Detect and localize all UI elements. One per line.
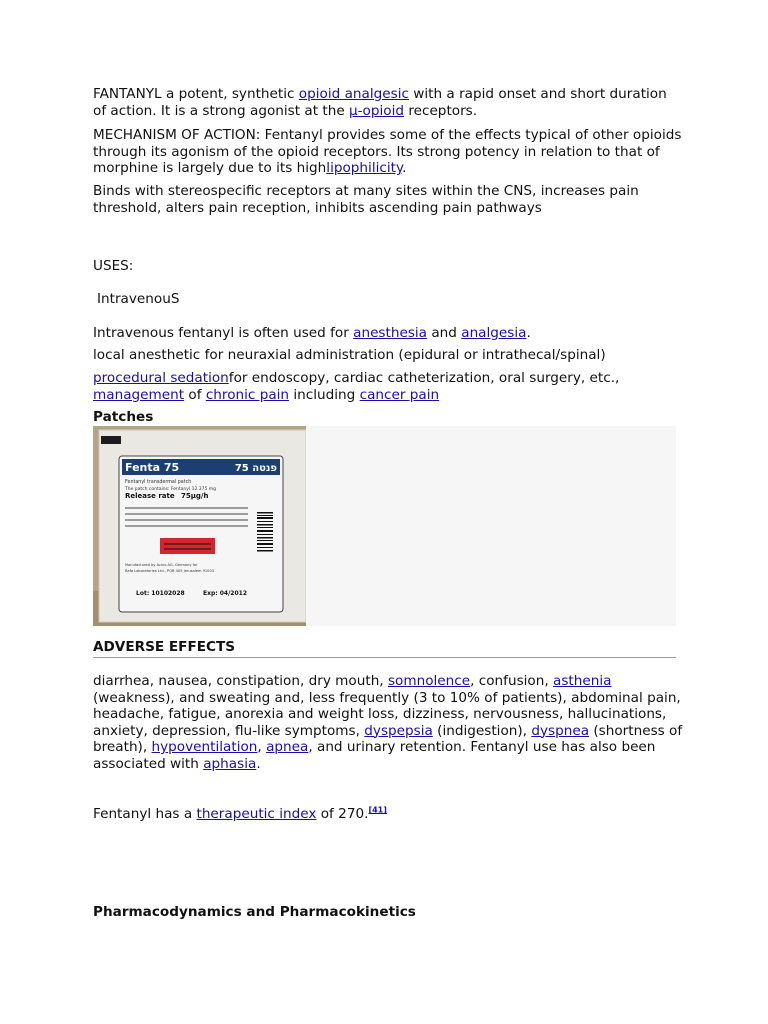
dyspnea-link[interactable]: dyspnea: [531, 722, 590, 739]
intravenous-heading: IntravenouS: [97, 291, 180, 307]
svg-text:Lot: 10102028: Lot: 10102028: [136, 590, 185, 597]
pharmacodynamics-heading: Pharmacodynamics and Pharmacokinetics: [93, 904, 416, 920]
lipophilicity-link[interactable]: lipophilicity: [326, 160, 403, 176]
intro-paragraph: FANTANYL a potent, synthetic opioid analgesic with a rapid onset and short duration of action. It is a strong agonist at the μ-opioid receptors.: [93, 86, 667, 119]
binds-paragraph: Binds with stereospecific receptors at many sites within the CNS, increases pain threshold, alters pain reception, inhibits ascending pain pathways: [93, 183, 639, 216]
opioid-analgesic-link[interactable]: opioid analgesic: [298, 86, 409, 102]
analgesia-link[interactable]: analgesia: [461, 325, 527, 341]
mechanism-paragraph: MECHANISM OF ACTION: Fentanyl provides some of the effects typical of other opioids through its agonism of the opioid receptors. Its strong potency in relation to that of morphine is largely due to its highlipophilicity.: [93, 127, 682, 176]
therapeutic-index-link[interactable]: therapeutic index: [196, 806, 317, 822]
adverse-effects-paragraph: diarrhea, nausea, constipation, dry mouth, somnolence, confusion, asthenia (weakness), and sweating and, less frequently (3 to 10% of patients), abdominal pain, headache, fatigue, anorexia and weight loss, dizziness, nervousness, hallucinations, anxiety, depression, flu-like symptoms, dyspepsia (indigestion), dyspnea (shortness of breath), hypoventilation, apnea, and urinary retention. Fentanyl use has also been associated with aphasia.: [93, 673, 683, 772]
mu-opioid-link[interactable]: μ-opioid: [349, 102, 404, 119]
reference-41-link[interactable]: [41]: [368, 805, 387, 815]
svg-text:Fenta 75: Fenta 75: [125, 461, 180, 474]
dyspepsia-link[interactable]: dyspepsia: [364, 722, 433, 739]
section-divider: [93, 657, 676, 658]
procedural-sedation-link[interactable]: procedural sedation: [93, 370, 229, 386]
procedural-paragraph: procedural sedationfor endoscopy, cardiac catheterization, oral surgery, etc., management of chronic pain including cancer pain: [93, 370, 620, 403]
fenta-patch-photo: [93, 426, 306, 626]
uses-heading: USES:: [93, 258, 134, 274]
cancer-pain-link[interactable]: cancer pain: [359, 386, 440, 403]
adverse-effects-heading: ADVERSE EFFECTS: [93, 639, 236, 655]
svg-text:The patch contains: Fentanyl 1: The patch contains: Fentanyl 12.375 mg: [125, 487, 217, 492]
apnea-link[interactable]: apnea: [266, 739, 309, 755]
aphasia-link[interactable]: aphasia: [203, 755, 257, 772]
asthenia-link[interactable]: asthenia: [553, 673, 612, 689]
local-anesthetic-paragraph: local anesthetic for neuraxial administration (epidural or intrathecal/spinal): [93, 347, 606, 363]
intravenous-paragraph: Intravenous fentanyl is often used for anesthesia and analgesia.: [93, 325, 531, 341]
svg-text:Exp: 04/2012: Exp: 04/2012: [203, 590, 247, 597]
therapeutic-index-paragraph: Fentanyl has a therapeutic index of 270.[41]: [93, 805, 387, 822]
svg-text:Rafa Laboratories Ltd., POB 40: Rafa Laboratories Ltd., POB 405 Jerusalem 91003: [125, 569, 215, 573]
somnolence-link[interactable]: somnolence: [387, 673, 471, 689]
svg-text:Release rate: Release rate: [125, 492, 175, 500]
drug-name: FANTANYL: [93, 86, 162, 102]
hypoventilation-link[interactable]: hypoventilation: [151, 739, 258, 755]
svg-text:75μg/h: 75μg/h: [181, 492, 209, 500]
red-warning-label: [160, 538, 215, 554]
svg-text:פנטה 75: פנטה 75: [234, 463, 277, 474]
patches-heading: Patches: [93, 409, 154, 425]
chronic-pain-link[interactable]: chronic pain: [205, 386, 290, 403]
image-container: [93, 426, 676, 626]
anesthesia-link[interactable]: anesthesia: [353, 325, 428, 341]
svg-text:Manufactured by Acino AG, Germ: Manufactured by Acino AG, Germany for: [125, 563, 198, 567]
management-link[interactable]: management: [93, 386, 185, 403]
svg-text:Fentanyl transdermal patch: Fentanyl transdermal patch: [125, 480, 192, 485]
